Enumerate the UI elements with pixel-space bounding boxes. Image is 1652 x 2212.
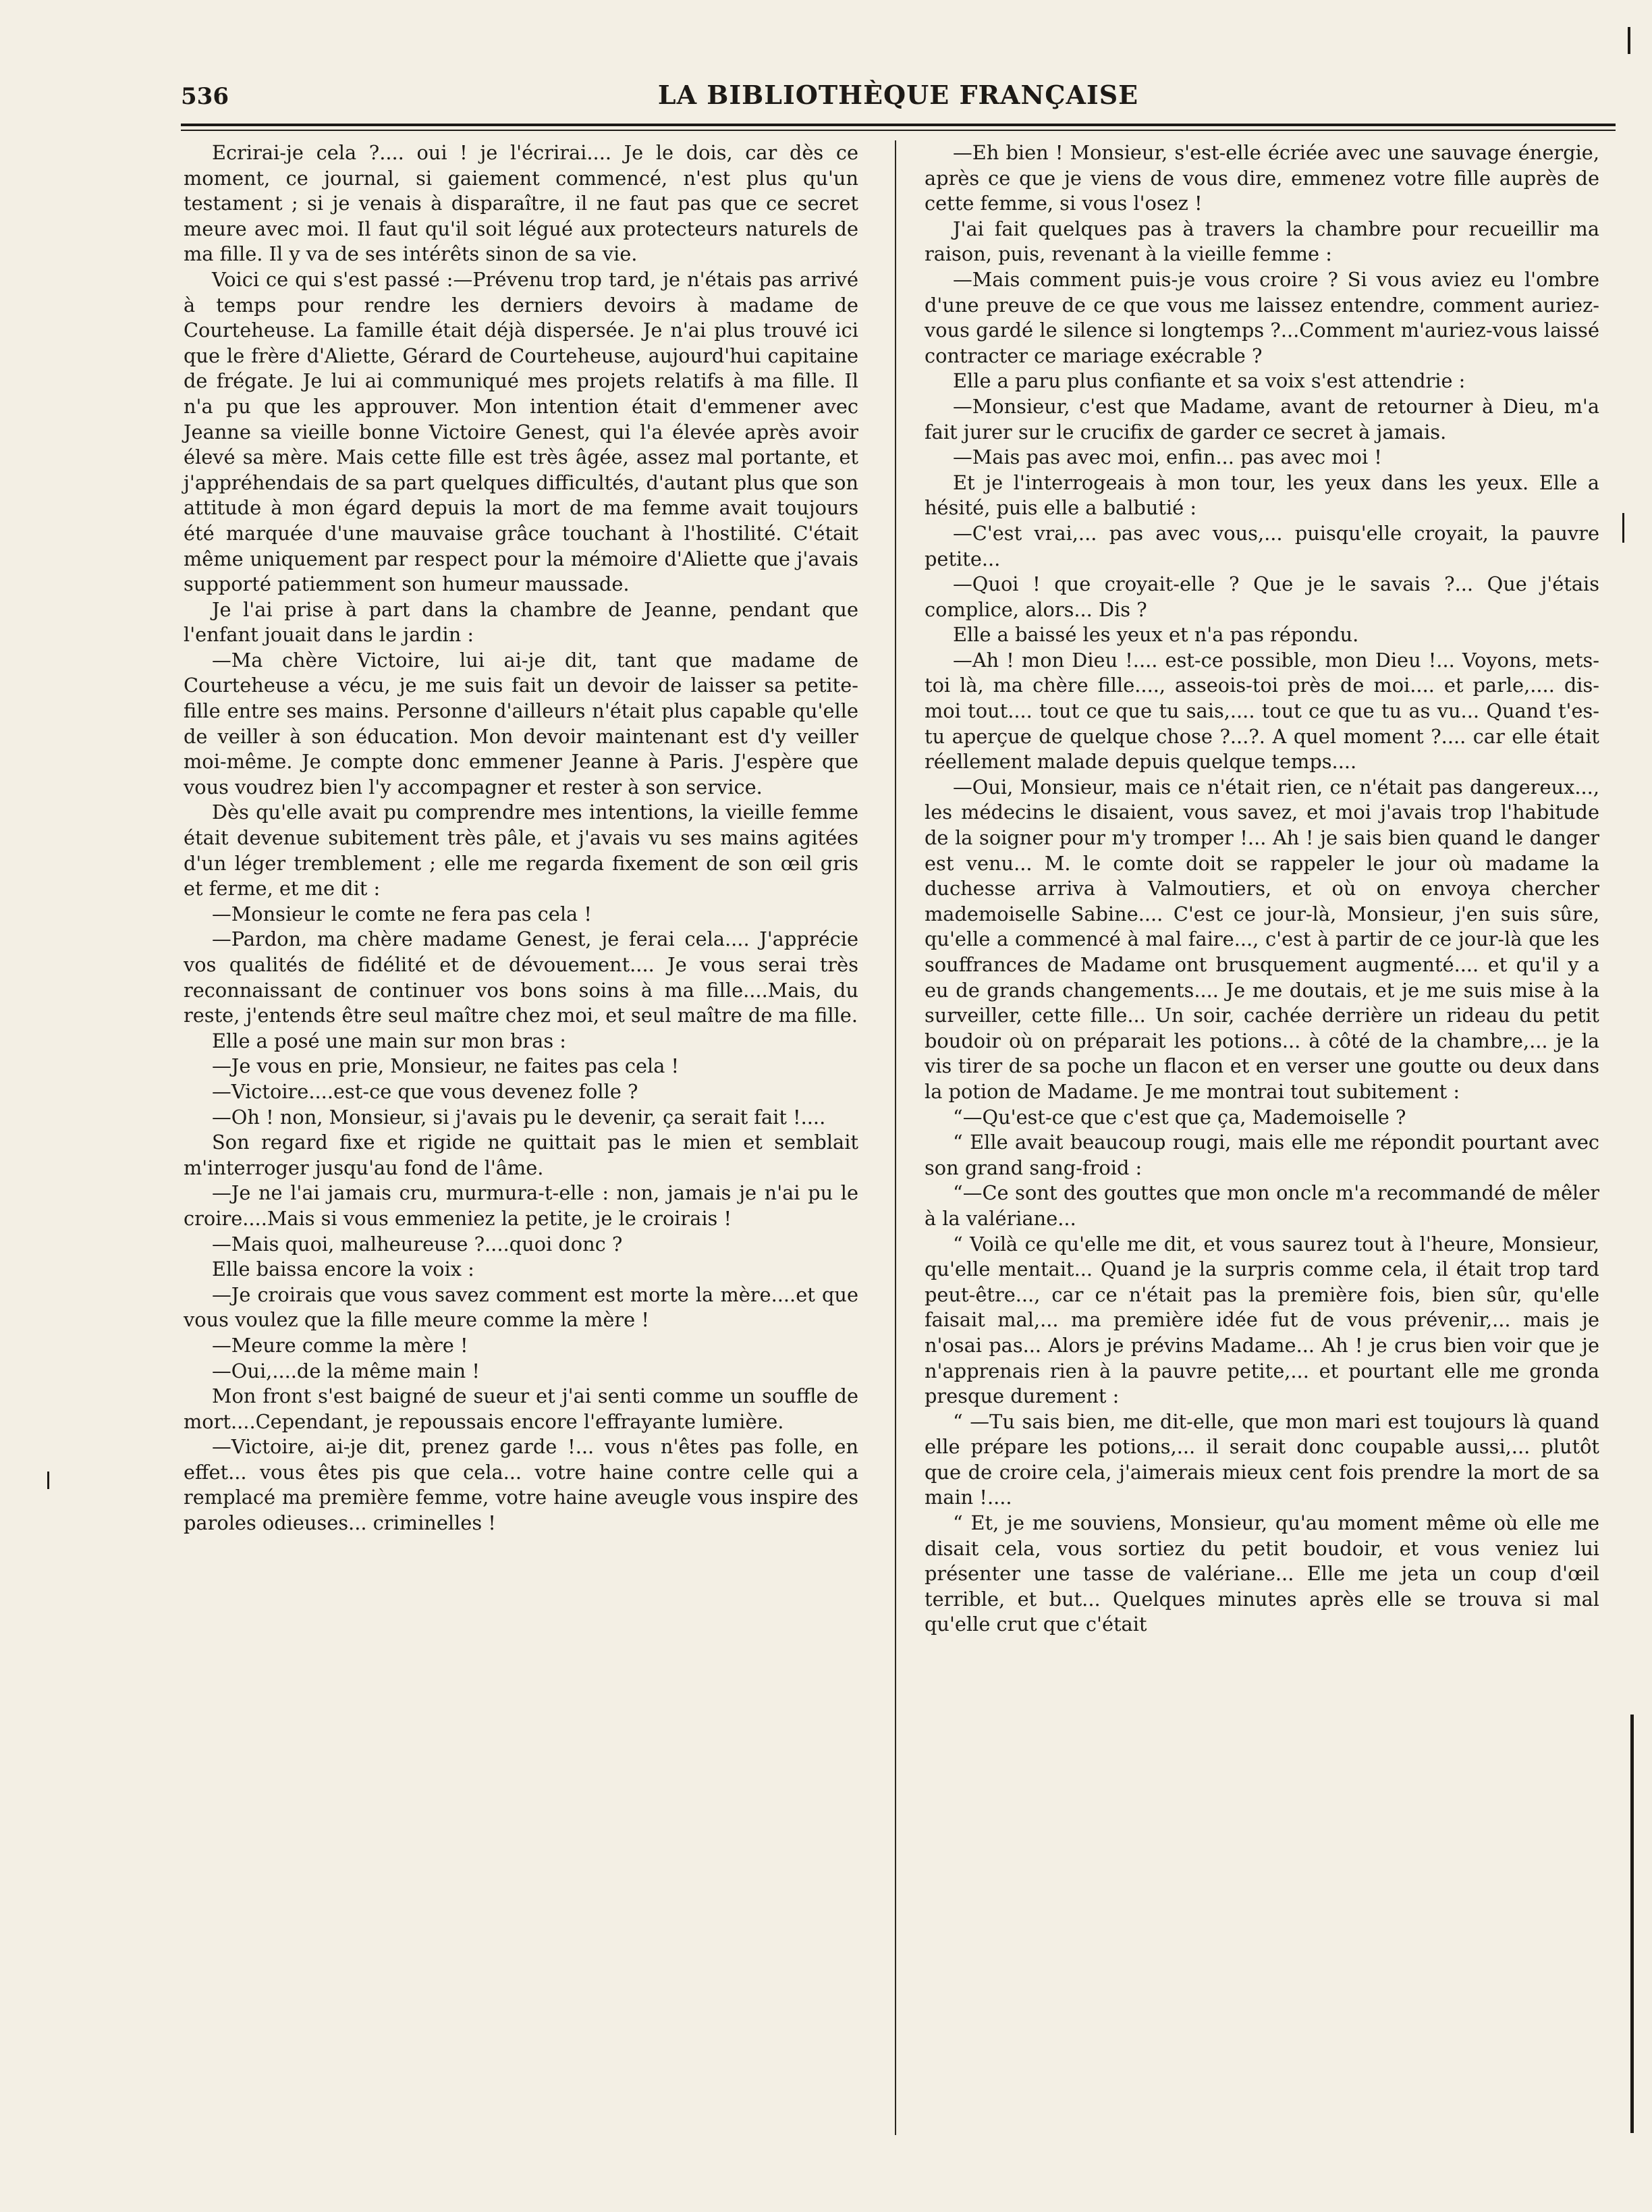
paragraph: “ Et, je me souviens, Monsieur, qu'au moment même où elle me disait cela, vous sortiez du petit boudoir, et vous veniez lui présenter une tasse de valériane... Elle me jeta un coup d'œil terrible, et but... Quelques minutes après elle se trouva si mal qu'elle crut que c'était [925, 1511, 1599, 1636]
left-column [184, 140, 858, 1536]
paragraph: “—Ce sont des gouttes que mon oncle m'a recommandé de mêler à la valériane... [925, 1181, 1599, 1230]
page-number: 536 [181, 83, 229, 110]
paragraph: —Mais comment puis-je vous croire ? Si vous aviez eu l'ombre d'une preuve de ce que vous me laissez entendre, comment auriez-vous gardé le silence si longtemps ?...Comment m'auriez-vous laissé contracter ce mariage exécrable ? [925, 267, 1599, 367]
paragraph: “—Qu'est-ce que c'est que ça, Mademoiselle ? [953, 1105, 1406, 1129]
paragraph: —Meure comme la mère ! [212, 1333, 468, 1357]
paragraph: —Oui, Monsieur, mais ce n'était rien, ce n'était pas dangereux..., les médecins le disaient, vous savez, et moi j'avais trop l'habitude de la soigner pour m'y tromper !... Ah ! je sais bien quand le danger est venu... M. le comte doit se rappeler le jour où madame la duchesse arriva à Valmoutiers, et où on envoya chercher mademoiselle Sabine.... C'est ce jour-là, Monsieur, j'en suis sûre, qu'elle a commencé à mal faire..., c'est à partir de ce jour-là que les souffrances de Madame ont brusquement augmenté.... et qu'il y a eu de grands changements.... Je me doutais, et je me suis mise à la surveiller, cette fille... Un soir, cachée derrière un rideau du petit boudoir où on préparait les potions... à côté de la chambre,... je la vis tirer de sa poche un flacon et en verser une goutte ou deux dans la potion de Madame. Je me montrai tout subitement : [925, 775, 1599, 1103]
paragraph: Mon front s'est baigné de sueur et j'ai senti comme un souffle de mort....Cependant, je repoussais encore l'effrayante lumière. [184, 1384, 858, 1433]
paragraph: —Quoi ! que croyait-elle ? Que je le savais ?... Que j'étais complice, alors... Dis ? [925, 572, 1599, 621]
paragraph: —C'est vrai,... pas avec vous,... puisqu'elle croyait, la pauvre petite... [925, 521, 1599, 570]
paragraph: —Monsieur le comte ne fera pas cela ! [212, 902, 592, 925]
paragraph: —Eh bien ! Monsieur, s'est-elle écriée avec une sauvage énergie, après ce que je viens de vous dire, emmenez votre fille auprès de cette femme, si vous l'osez ! [925, 141, 1599, 215]
paragraph: Son regard fixe et rigide ne quittait pas le mien et semblait m'interroger jusqu'au fond de l'âme. [184, 1131, 858, 1179]
paragraph: Elle a paru plus confiante et sa voix s'est attendrie : [953, 369, 1466, 393]
paragraph: Je l'ai prise à part dans la chambre de Jeanne, pendant que l'enfant jouait dans le jardin : [184, 597, 858, 647]
header-rule-thin [181, 130, 1616, 131]
paragraph: —Je croirais que vous savez comment est morte la mère....et que vous voulez que la fille meure comme la mère ! [184, 1283, 858, 1332]
paragraph: Elle a posé une main sur mon bras : [212, 1029, 566, 1052]
paragraph: —Victoire, ai-je dit, prenez garde !... vous n'êtes pas folle, en effet... vous êtes pis que cela... votre haine contre celle qui a remplacé ma première femme, votre haine aveugle vous inspire des paroles odieuses... criminelles ! [184, 1435, 858, 1535]
paragraph: —Ah ! mon Dieu !.... est-ce possible, mon Dieu !... Voyons, mets-toi là, ma chère fille...., asseois-toi près de moi.... et parle,.... dis-moi tout.... tout ce que tu sais,.... tout ce que tu as vu... Quand t'es-tu aperçue de quelque chose ?...?. A quel moment ?.... car elle était réellement malade depuis quelque temps.... [925, 648, 1599, 774]
paragraph: “ —Tu sais bien, me dit-elle, que mon mari est toujours là quand elle prépare les potions,... il serait donc coupable aussi,... plutôt que de croire cela, j'aimerais mieux cent fois prendre la mort de sa main !.... [925, 1409, 1599, 1509]
paragraph: “ Elle avait beaucoup rougi, mais elle me répondit pourtant avec son grand sang-froid : [925, 1131, 1599, 1179]
paragraph: Elle a baissé les yeux et n'a pas répondu. [953, 623, 1359, 647]
paragraph: —Victoire....est-ce que vous devenez folle ? [212, 1079, 638, 1103]
paragraph: J'ai fait quelques pas à travers la chambre pour recueillir ma raison, puis, revenant à la vieille femme : [925, 217, 1599, 266]
page-header [181, 80, 1616, 122]
paragraph: Voici ce qui s'est passé :—Prévenu trop tard, je n'étais pas arrivé à temps pour rendre les derniers devoirs à madame de Courteheuse. La famille était déjà dispersée. Je n'ai plus trouvé ici que le frère d'Aliette, Gérard de Courteheuse, aujourd'hui capitaine de frégate. Je lui ai communiqué mes projets relatifs à ma fille. Il n'a pu que les approuver. Mon intention était d'emmener avec Jeanne sa vieille bonne Victoire Genest, qui l'a élevée après avoir élevé sa mère. Mais cette fille est très âgée, assez mal portante, et j'appréhendais de sa part quelques difficultés, d'autant plus que son attitude à mon égard depuis la mort de ma femme avait toujours été marquée d'une mauvaise grâce touchant à l'hostilité. C'était même uniquement par respect pour la mémoire d'Aliette que j'avais supporté patiemment son humeur maussade. [184, 267, 858, 596]
print-mark [1628, 27, 1630, 54]
paragraph: —Pardon, ma chère madame Genest, je ferai cela.... J'apprécie vos qualités de fidélité et de dévouement.... Je vous serai très reconnaissant de continuer vos bons soins à ma fille....Mais, du reste, j'entends être seul maître chez moi, et seul maître de ma fille. [184, 927, 858, 1027]
paragraph: —Monsieur, c'est que Madame, avant de retourner à Dieu, m'a fait jurer sur le crucifix de garder ce secret à jamais. [925, 394, 1599, 443]
paragraph: “ Voilà ce qu'elle me dit, et vous saurez tout à l'heure, Monsieur, qu'elle mentait... Quand je la surpris comme cela, il était trop tard peut-être..., car ce n'était pas la première fois, bien sûr, qu'elle faisait mal,... ma première idée fut de vous prévenir,... mais je n'osai pas... Alors je prévins Madame... Ah ! je crus bien voir que je n'apprenais rien à la pauvre petite,... et pourtant elle me gronda presque durement : [925, 1232, 1599, 1408]
print-mark [47, 1472, 49, 1489]
print-mark [1622, 513, 1624, 543]
running-title: LA BIBLIOTHÈQUE FRANÇAISE [657, 80, 1139, 110]
paragraph: —Ma chère Victoire, lui ai-je dit, tant que madame de Courteheuse a vécu, je me suis fait un devoir de laisser sa petite-fille entre ses mains. Personne d'ailleurs n'était plus capable qu'elle de veiller à son éducation. Mon devoir maintenant est d'y veiller moi-même. Je compte donc emmener Jeanne à Paris. J'espère que vous voudrez bien l'y accompagner et rester à son service. [184, 648, 858, 799]
column-divider [895, 140, 896, 2135]
paragraph: Et je l'interrogeais à mon tour, les yeux dans les yeux. Elle a hésité, puis elle a balbutié : [925, 470, 1599, 520]
print-mark [1630, 1715, 1634, 2133]
paragraph: —Je vous en prie, Monsieur, ne faites pas cela ! [212, 1054, 680, 1078]
header-rule [181, 124, 1616, 126]
paragraph: Dès qu'elle avait pu comprendre mes intentions, la vieille femme était devenue subitement très pâle, et j'avais vu ses mains agitées d'un léger tremblement ; elle me regarda fixement de son œil gris et ferme, et me dit : [184, 801, 858, 900]
paragraph: —Oh ! non, Monsieur, si j'avais pu le devenir, ça serait fait !.... [212, 1105, 826, 1129]
paragraph: —Oui,....de la même main ! [212, 1359, 480, 1382]
paragraph: Ecrirai-je cela ?.... oui ! je l'écrirai.... Je le dois, car dès ce moment, ce journal, si gaiement commencé, n'est plus qu'un testament ; si je venais à disparaître, il ne faut pas que ce secret meure avec moi. Il faut qu'il soit légué aux protecteurs naturels de ma fille. Il y va de ses intérêts sinon de sa vie. [184, 141, 858, 266]
right-column [925, 140, 1599, 1638]
paragraph: —Je ne l'ai jamais cru, murmura-t-elle : non, jamais je n'ai pu le croire....Mais si vous emmeniez la petite, je le croirais ! [184, 1181, 858, 1230]
paragraph: —Mais quoi, malheureuse ?....quoi donc ? [212, 1232, 623, 1256]
paragraph: Elle baissa encore la voix : [212, 1258, 474, 1281]
paragraph: —Mais pas avec moi, enfin... pas avec moi ! [953, 446, 1382, 469]
